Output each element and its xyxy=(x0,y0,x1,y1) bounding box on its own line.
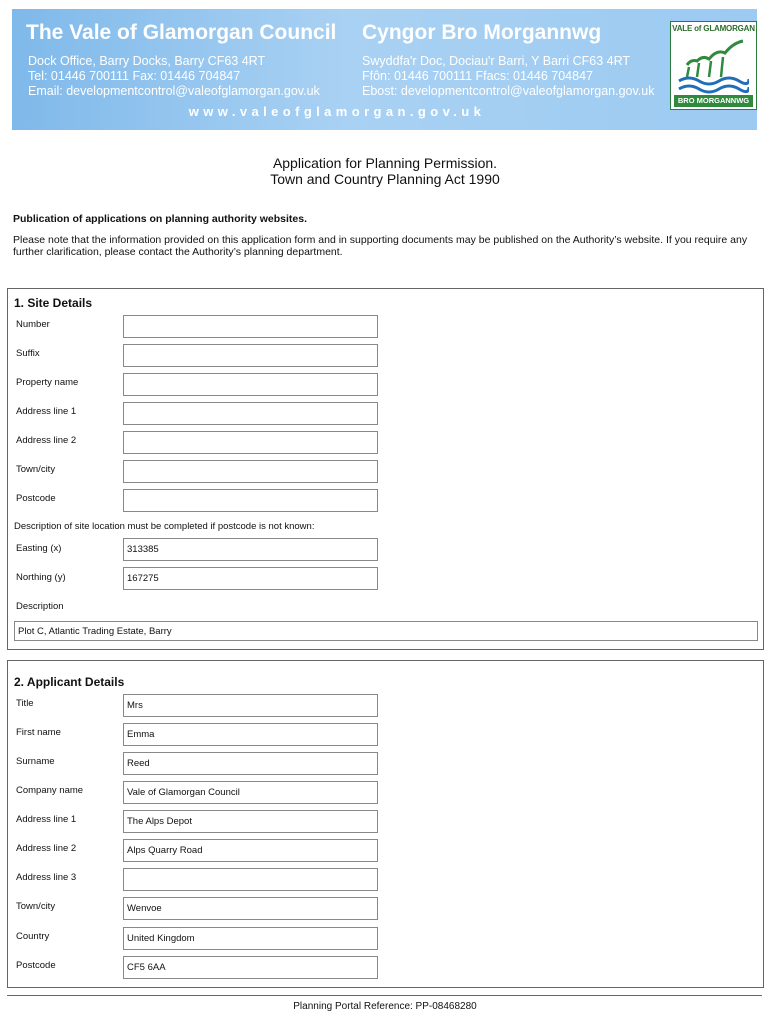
applicant-town-field[interactable]: Wenvoe xyxy=(123,897,378,920)
field-label: Title xyxy=(16,698,34,709)
council-header xyxy=(12,9,757,130)
applicant-address-line-2-field[interactable]: Alps Quarry Road xyxy=(123,839,378,862)
site-details-section xyxy=(7,288,764,650)
field-label: Northing (y) xyxy=(16,572,66,583)
phone-welsh: Ffôn: 01446 700111 Ffacs: 01446 704847 xyxy=(362,69,593,83)
dragon-coast-icon xyxy=(677,37,749,95)
field-label: Number xyxy=(16,319,50,330)
field-label: Surname xyxy=(16,756,55,767)
logo-text-bottom: BRO MORGANNWG xyxy=(674,95,753,107)
applicant-address-line-3-field[interactable] xyxy=(123,868,378,891)
field-label: Property name xyxy=(16,377,79,388)
email-english: Email: developmentcontrol@valeofglamorgan.gov.uk xyxy=(28,84,320,98)
applicant-company-field[interactable]: Vale of Glamorgan Council xyxy=(123,781,378,804)
section-title: 2. Applicant Details xyxy=(14,675,125,689)
site-description-field[interactable]: Plot C, Atlantic Trading Estate, Barry xyxy=(14,621,758,641)
form-title-line-2: Town and Country Planning Act 1990 xyxy=(270,171,500,187)
logo-text-top: VALE of GLAMORGAN xyxy=(672,24,755,33)
field-label: Town/city xyxy=(16,464,56,475)
phone-english: Tel: 01446 700111 Fax: 01446 704847 xyxy=(28,69,241,83)
northing-field[interactable]: 167275 xyxy=(123,567,378,590)
site-property-name-field[interactable] xyxy=(123,373,378,396)
field-label: Address line 3 xyxy=(16,872,77,883)
applicant-address-line-1-field[interactable]: The Alps Depot xyxy=(123,810,378,833)
applicant-title-field[interactable]: Mrs xyxy=(123,694,378,717)
council-name-english: The Vale of Glamorgan Council xyxy=(26,21,337,44)
field-label: Town/city xyxy=(16,901,56,912)
email-welsh: Ebost: developmentcontrol@valeofglamorgan.gov.uk xyxy=(362,84,655,98)
site-town-field[interactable] xyxy=(123,460,378,483)
site-number-field[interactable] xyxy=(123,315,378,338)
section-title: 1. Site Details xyxy=(14,296,93,310)
field-label: Address line 1 xyxy=(16,814,77,825)
council-name-welsh: Cyngor Bro Morgannwg xyxy=(362,21,602,44)
publication-heading: Publication of applications on planning authority websites. xyxy=(13,213,308,225)
site-location-note: Description of site location must be completed if postcode is not known: xyxy=(14,521,315,532)
site-address-line-1-field[interactable] xyxy=(123,402,378,425)
site-address-line-2-field[interactable] xyxy=(123,431,378,454)
form-title-line-1: Application for Planning Permission. xyxy=(272,155,498,171)
applicant-country-field[interactable]: United Kingdom xyxy=(123,927,378,950)
field-label: Easting (x) xyxy=(16,543,62,554)
address-english: Dock Office, Barry Docks, Barry CF63 4RT xyxy=(28,54,266,68)
site-suffix-field[interactable] xyxy=(123,344,378,367)
field-label: Address line 2 xyxy=(16,435,77,446)
council-logo xyxy=(670,21,757,110)
applicant-details-section xyxy=(7,660,764,988)
applicant-postcode-field[interactable]: CF5 6AA xyxy=(123,956,378,979)
applicant-surname-field[interactable]: Reed xyxy=(123,752,378,775)
publication-notice: Please note that the information provided on this application form and in supporting documents may be published on the Authority’s website. If you require any further clarification, please contact the Authority’s planning department. xyxy=(13,234,748,258)
field-label: Address line 2 xyxy=(16,843,77,854)
field-label: Postcode xyxy=(16,493,56,504)
field-label: Address line 1 xyxy=(16,406,77,417)
site-postcode-field[interactable] xyxy=(123,489,378,512)
address-welsh: Swyddfa'r Doc, Dociau'r Barri, Y Barri CF63 4RT xyxy=(362,54,631,68)
field-label: First name xyxy=(16,727,61,738)
planning-portal-reference: Planning Portal Reference: PP-08468280 xyxy=(293,1001,477,1012)
form-title xyxy=(0,155,770,187)
field-label: Suffix xyxy=(16,348,40,359)
field-label: Postcode xyxy=(16,960,56,971)
website-url: www.valeofglamorgan.gov.uk xyxy=(188,104,486,119)
easting-field[interactable]: 313385 xyxy=(123,538,378,561)
field-label: Company name xyxy=(16,785,84,796)
field-label: Country xyxy=(16,931,50,942)
applicant-first-name-field[interactable]: Emma xyxy=(123,723,378,746)
footer-divider xyxy=(7,995,762,996)
field-label: Description xyxy=(16,601,64,612)
